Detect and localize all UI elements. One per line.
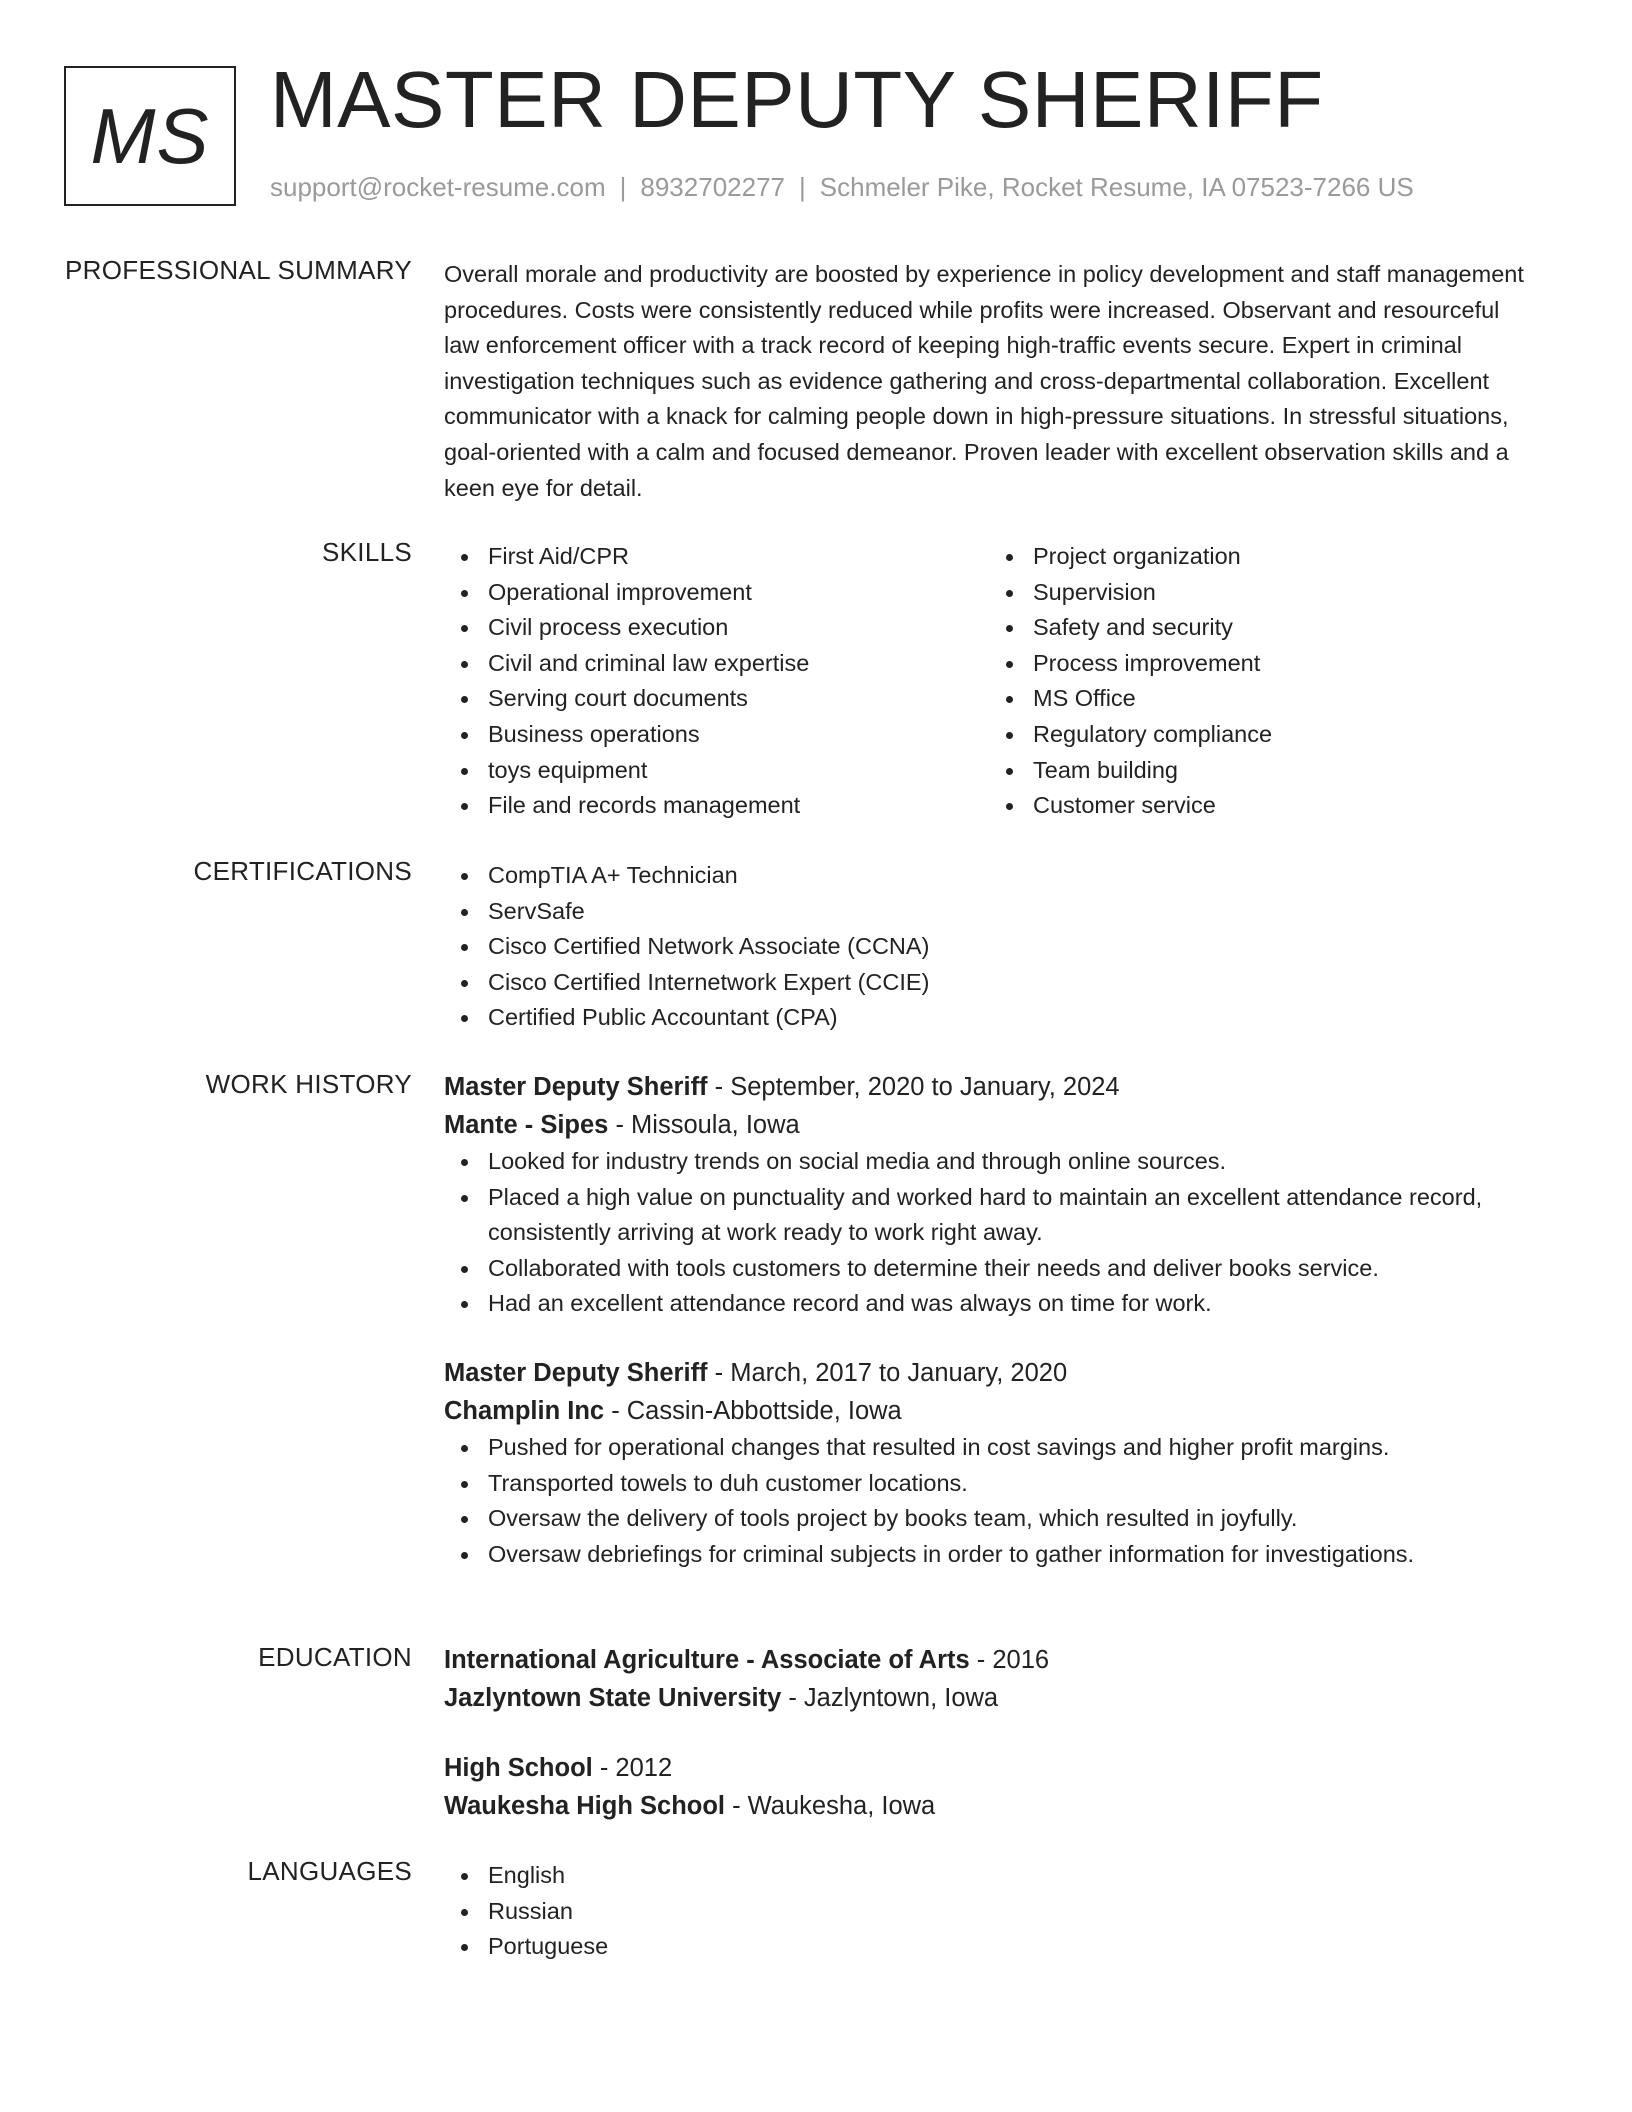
job-company-line	[444, 1392, 1534, 1430]
job-company: Champlin Inc	[444, 1396, 605, 1425]
skill-item: Team building	[989, 753, 1534, 789]
education-degree-line	[444, 1641, 1534, 1679]
language-item: Portuguese	[444, 1929, 1534, 1965]
skill-item: MS Office	[989, 681, 1534, 717]
certification-item: Certified Public Accountant (CPA)	[444, 1000, 1534, 1036]
education-year: - 2012	[592, 1754, 673, 1782]
education-entry	[444, 1641, 1534, 1717]
skill-item: Civil process execution	[444, 610, 989, 646]
languages-list	[444, 1858, 1534, 1965]
certifications-body	[444, 858, 1534, 1036]
skills-list-left	[444, 539, 989, 824]
contact-line	[270, 172, 1414, 203]
job-title: Master Deputy Sheriff	[444, 1073, 708, 1101]
skill-item: Supervision	[989, 575, 1534, 611]
education-degree: International Agriculture - Associate of Arts	[444, 1646, 970, 1674]
skill-item: Regulatory compliance	[989, 717, 1534, 753]
monogram-logo	[64, 66, 236, 206]
education-year: - 2016	[969, 1646, 1050, 1674]
contact-email[interactable]: support@rocket-resume.com	[270, 172, 606, 202]
language-item: Russian	[444, 1894, 1534, 1930]
skills-body	[444, 539, 1534, 824]
skill-item: Business operations	[444, 717, 989, 753]
summary-text: Overall morale and productivity are boosted by experience in policy development and staff management procedures. Costs were consistently reduced while profits were increased. Observant and resourceful law enforcement officer with a track record of keeping high-traffic events secure. Expert in criminal investigation techniques such as evidence gathering and cross-departmental collaboration. Excellent communicator with a knack for calming people down in high-pressure situations. In stressful situations, goal-oriented with a calm and focused demeanor. Proven leader with excellent observation skills and a keen eye for detail.	[444, 261, 1524, 501]
education-school: Waukesha High School	[444, 1792, 726, 1820]
education-school: Jazlyntown State University	[444, 1684, 782, 1712]
job-bullet: Oversaw the delivery of tools project by books team, which resulted in joyfully.	[444, 1501, 1534, 1537]
job-title: Master Deputy Sheriff	[444, 1358, 708, 1387]
skill-item: Operational improvement	[444, 575, 989, 611]
resume-name: MASTER DEPUTY SHERIFF	[270, 55, 1324, 144]
job-dates: - September, 2020 to January, 2024	[707, 1073, 1120, 1101]
work-history-body	[444, 1068, 1534, 1572]
education-degree-line	[444, 1749, 1534, 1787]
contact-phone[interactable]: 8932702277	[640, 172, 785, 202]
skill-item: Serving court documents	[444, 681, 989, 717]
skill-item: toys equipment	[444, 753, 989, 789]
section-label-skills: SKILLS	[322, 537, 412, 567]
job-bullet: Pushed for operational changes that resulted in cost savings and higher profit margins.	[444, 1430, 1534, 1466]
job-bullet: Oversaw debriefings for criminal subjects in order to gather information for investigations.	[444, 1537, 1534, 1573]
education-school-line	[444, 1679, 1534, 1717]
contact-separator: |	[799, 172, 806, 202]
job-dates: - March, 2017 to January, 2020	[707, 1358, 1068, 1387]
section-label-certifications: CERTIFICATIONS	[193, 856, 412, 886]
certification-item: CompTIA A+ Technician	[444, 858, 1534, 894]
job-title-line	[444, 1068, 1534, 1106]
education-location: - Jazlyntown, Iowa	[781, 1684, 999, 1712]
job-bullet: Collaborated with tools customers to determine their needs and deliver books service.	[444, 1251, 1534, 1287]
monogram-initials: MS	[90, 91, 210, 180]
job-location: - Missoula, Iowa	[608, 1111, 800, 1139]
skill-item: Safety and security	[989, 610, 1534, 646]
skill-item: Project organization	[989, 539, 1534, 575]
education-school-line	[444, 1787, 1534, 1825]
section-label-summary: PROFESSIONAL SUMMARY	[65, 255, 412, 285]
job-bullet: Looked for industry trends on social media and through online sources.	[444, 1144, 1534, 1180]
job-entry	[444, 1068, 1534, 1322]
certifications-list	[444, 858, 1534, 1036]
skill-item: First Aid/CPR	[444, 539, 989, 575]
education-body	[444, 1641, 1534, 1825]
language-item: English	[444, 1858, 1534, 1894]
contact-separator: |	[619, 172, 627, 202]
education-degree: High School	[444, 1754, 593, 1782]
job-bullet: Transported towels to duh customer locations.	[444, 1466, 1534, 1502]
certification-item: Cisco Certified Network Associate (CCNA)	[444, 929, 1534, 965]
skill-item: File and records management	[444, 788, 989, 824]
job-bullet: Had an excellent attendance record and was always on time for work.	[444, 1286, 1534, 1322]
skill-item: Customer service	[989, 788, 1534, 824]
languages-body	[444, 1858, 1534, 1965]
section-label-languages: LANGUAGES	[247, 1856, 412, 1886]
job-bullets	[444, 1144, 1534, 1322]
contact-address: Schmeler Pike, Rocket Resume, IA 07523-7266 US	[819, 172, 1414, 202]
section-label-work-history: WORK HISTORY	[205, 1069, 412, 1099]
certification-item: Cisco Certified Internetwork Expert (CCIE)	[444, 965, 1534, 1001]
education-entry	[444, 1749, 1534, 1825]
summary-body	[444, 257, 1534, 506]
job-bullet: Placed a high value on punctuality and worked hard to maintain an excellent attendance record, consistently arriving at work ready to work right away.	[444, 1180, 1534, 1251]
job-title-line	[444, 1354, 1534, 1392]
skill-item: Process improvement	[989, 646, 1534, 682]
job-bullets	[444, 1430, 1534, 1572]
job-company-line	[444, 1106, 1534, 1144]
education-location: - Waukesha, Iowa	[725, 1792, 936, 1820]
section-label-education: EDUCATION	[258, 1642, 412, 1672]
job-company: Mante - Sipes	[444, 1111, 609, 1139]
skill-item: Civil and criminal law expertise	[444, 646, 989, 682]
skills-list-right	[989, 539, 1534, 824]
job-location: - Cassin-Abbottside, Iowa	[604, 1396, 902, 1425]
job-entry	[444, 1354, 1534, 1572]
certification-item: ServSafe	[444, 894, 1534, 930]
